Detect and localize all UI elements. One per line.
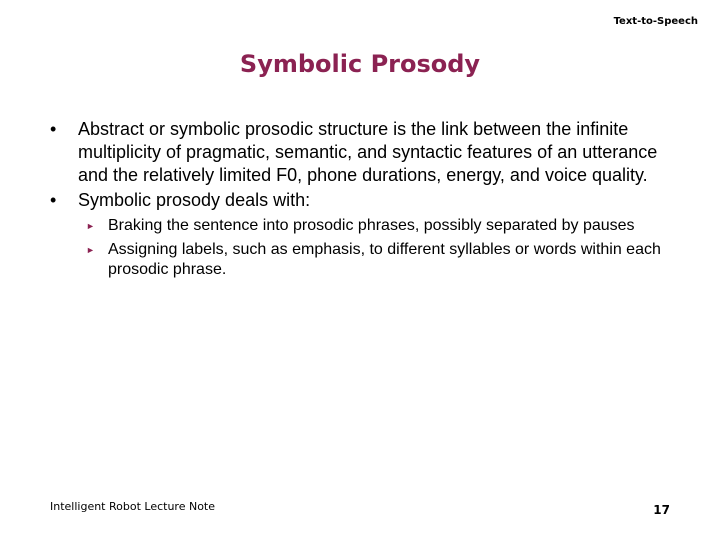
bullet-item xyxy=(50,118,680,187)
sub-bullet-list xyxy=(50,216,680,280)
bullet-marker: • xyxy=(50,119,57,139)
bullet-text: Symbolic prosody deals with: xyxy=(78,190,311,210)
arrow-bullet-icon: ► xyxy=(86,245,95,255)
slide-content xyxy=(50,118,680,284)
sub-bullet-text: Assigning labels, such as emphasis, to different syllables or words within each prosodic phrase. xyxy=(108,241,661,278)
sub-bullet-text: Braking the sentence into prosodic phrases, possibly separated by pauses xyxy=(108,217,635,234)
header-label: Text-to-Speech xyxy=(613,16,698,27)
bullet-item xyxy=(50,189,680,212)
bullet-marker: • xyxy=(50,190,57,210)
sub-bullet-item xyxy=(50,240,680,280)
arrow-bullet-icon: ► xyxy=(86,221,95,231)
page-number: 17 xyxy=(653,503,670,517)
footer-note: Intelligent Robot Lecture Note xyxy=(50,500,216,513)
slide-title: Symbolic Prosody xyxy=(239,50,481,78)
sub-bullet-item xyxy=(50,216,680,236)
bullet-text: Abstract or symbolic prosodic structure is the link between the infinite multiplicity of pragmatic, semantic, and syntactic features of an utterance and the relatively limited F0, phone durations, energy, and voice quality. xyxy=(78,119,658,185)
